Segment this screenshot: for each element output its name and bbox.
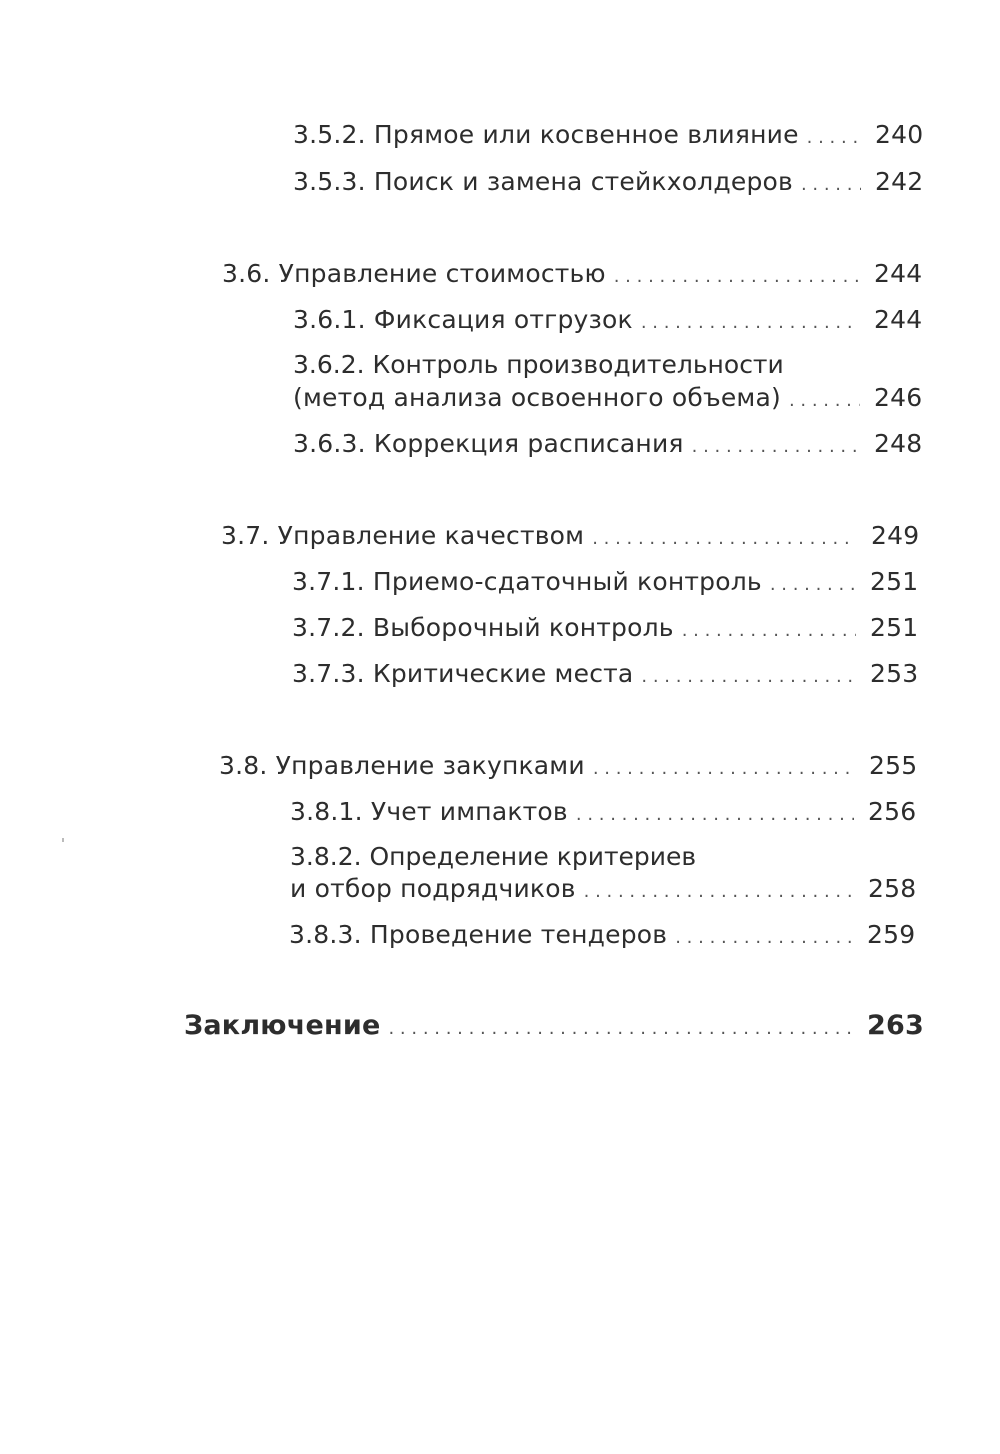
toc-page-number: 259	[867, 920, 916, 949]
dot-leader	[801, 170, 861, 200]
toc-entry-3-8	[219, 751, 918, 784]
toc-entry-3-8-1	[290, 797, 917, 830]
toc-page-number: 242	[875, 167, 924, 196]
toc-entry-3-5-3	[293, 167, 924, 200]
toc-entry-title: 3.6.1. Фиксация отгрузок	[293, 305, 633, 334]
toc-entry-3-8-2	[290, 874, 917, 907]
toc-page-number: 240	[875, 120, 924, 149]
toc-entry-title: 3.7.3. Критические места	[292, 659, 634, 688]
toc-page-number: 256	[868, 797, 917, 826]
toc-entry-3-6-2-first-line: 3.6.2. Контроль производительности	[293, 350, 784, 379]
toc-entry-3-7-2	[292, 613, 919, 646]
toc-page-number: 251	[870, 567, 919, 596]
dot-leader	[641, 662, 856, 692]
toc-entry-3-7	[221, 521, 920, 554]
toc-page-number: 255	[869, 751, 918, 780]
dot-leader	[692, 432, 860, 462]
toc-entry-3-5-2	[293, 120, 924, 153]
toc-entry-3-8-3	[289, 920, 916, 953]
dot-leader	[592, 524, 857, 554]
dot-leader	[675, 923, 853, 953]
dot-leader	[789, 386, 860, 416]
toc-page-number: 249	[871, 521, 920, 550]
toc-entry-3-6-2	[293, 383, 923, 416]
toc-entry-title: 3.8.1. Учет импактов	[290, 797, 568, 826]
toc-page-number: 246	[874, 383, 923, 412]
toc-entry-title: (метод анализа освоенного объема)	[293, 383, 781, 412]
toc-entry-title: 3.6.3. Коррекция расписания	[293, 429, 684, 458]
toc-entry-3-6-1	[293, 305, 923, 338]
toc-entry-title: 3.7. Управление качеством	[221, 521, 585, 550]
dot-leader	[593, 754, 855, 784]
scan-speck	[62, 838, 64, 842]
dot-leader	[770, 570, 856, 600]
toc-entry-title: 3.7.1. Приемо-сдаточный контроль	[292, 567, 762, 596]
toc-entry-3-7-1	[292, 567, 919, 600]
toc-page-number: 248	[874, 429, 923, 458]
toc-entry-title: 3.8. Управление закупками	[219, 751, 585, 780]
toc-page-number: 244	[874, 259, 923, 288]
toc-entry-title: 3.5.3. Поиск и замена стейкхолдеров	[293, 167, 793, 196]
toc-entry-title: 3.5.2. Прямое или косвенное влияние	[293, 120, 799, 149]
toc-page-number: 258	[868, 874, 917, 903]
toc-entry-conclusion	[184, 1010, 924, 1044]
toc-page-number: 253	[870, 659, 919, 688]
toc-entry-3-8-2-first-line: 3.8.2. Определение критериев	[290, 842, 697, 871]
dot-leader	[807, 123, 861, 153]
toc-entry-title: и отбор подрядчиков	[290, 874, 576, 903]
toc-entry-title: 3.8.3. Проведение тендеров	[289, 920, 668, 949]
toc-entry-title: Заключение	[184, 1010, 381, 1041]
toc-page-number: 244	[874, 305, 923, 334]
dot-leader	[614, 262, 860, 292]
toc-entry-title: 3.7.2. Выборочный контроль	[292, 613, 674, 642]
dot-leader	[682, 616, 856, 646]
dot-leader	[388, 1014, 853, 1044]
toc-entry-3-6-3	[293, 429, 923, 462]
toc-page-number: 263	[867, 1010, 924, 1041]
dot-leader	[641, 308, 860, 338]
toc-entry-title: 3.6. Управление стоимостью	[222, 259, 606, 288]
toc-page-number: 251	[870, 613, 919, 642]
dot-leader	[576, 800, 854, 830]
toc-entry-3-7-3	[292, 659, 919, 692]
toc-entry-3-6	[222, 259, 923, 292]
dot-leader	[584, 877, 854, 907]
